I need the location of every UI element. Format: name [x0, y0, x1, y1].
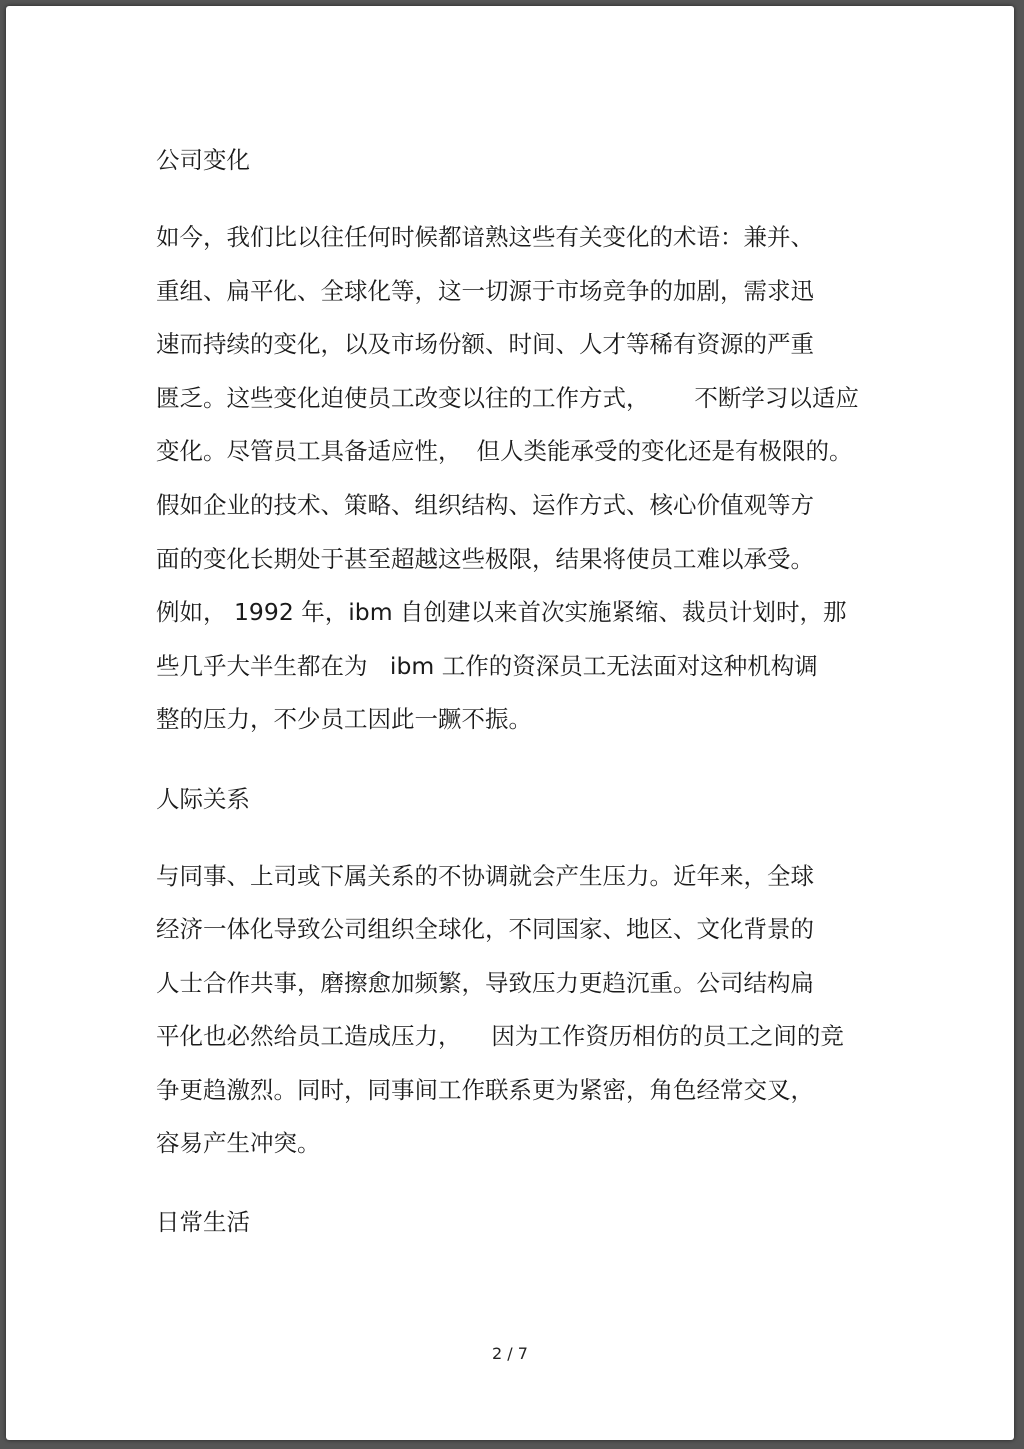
paragraph-line: 例如， 1992 年，ibm 自创建以来首次实施紧缩、裁员计划时，那 — [156, 598, 847, 626]
paragraph-line: 面的变化长期处于甚至超越这些极限，结果将使员工难以承受。 — [156, 545, 814, 573]
paragraph-line: 与同事、上司或下属关系的不协调就会产生压力。近年来，全球 — [156, 862, 814, 890]
paragraph-line: 如今，我们比以往任何时候都谙熟这些有关变化的术语：兼并、 — [156, 223, 814, 251]
page-indicator: 2 / 7 — [492, 1344, 528, 1363]
paragraph-line: 平化也必然给员工造成压力， 因为工作资历相仿的员工之间的竞 — [156, 1022, 844, 1050]
paragraph-line: 假如企业的技术、策略、组织结构、运作方式、核心价值观等方 — [156, 491, 814, 519]
paragraph-line: 争更趋激烈。同时，同事间工作联系更为紧密，角色经常交叉， — [156, 1076, 814, 1104]
paragraph-line: 重组、扁平化、全球化等，这一切源于市场竞争的加剧，需求迅 — [156, 277, 814, 305]
paragraph-line: 人士合作共事，磨擦愈加频繁，导致压力更趋沉重。公司结构扁 — [156, 969, 814, 997]
paragraph-line: 匮乏。这些变化迫使员工改变以往的工作方式， 不断学习以适应 — [156, 384, 859, 412]
section-heading-daily-life: 日常生活 — [156, 1208, 250, 1236]
section-heading-relationships: 人际关系 — [156, 785, 250, 813]
section-heading-company-change: 公司变化 — [156, 146, 250, 174]
paragraph-line: 变化。尽管员工具备适应性， 但人类能承受的变化还是有极限的。 — [156, 437, 853, 465]
document-page — [6, 6, 1014, 1440]
paragraph-line: 容易产生冲突。 — [156, 1129, 321, 1157]
paragraph-line: 经济一体化导致公司组织全球化，不同国家、地区、文化背景的 — [156, 915, 814, 943]
paragraph-line: 些几乎大半生都在为 ibm 工作的资深员工无法面对这种机构调 — [156, 652, 818, 680]
paragraph-line: 整的压力，不少员工因此一蹶不振。 — [156, 705, 532, 733]
paragraph-line: 速而持续的变化，以及市场份额、时间、人才等稀有资源的严重 — [156, 330, 814, 358]
